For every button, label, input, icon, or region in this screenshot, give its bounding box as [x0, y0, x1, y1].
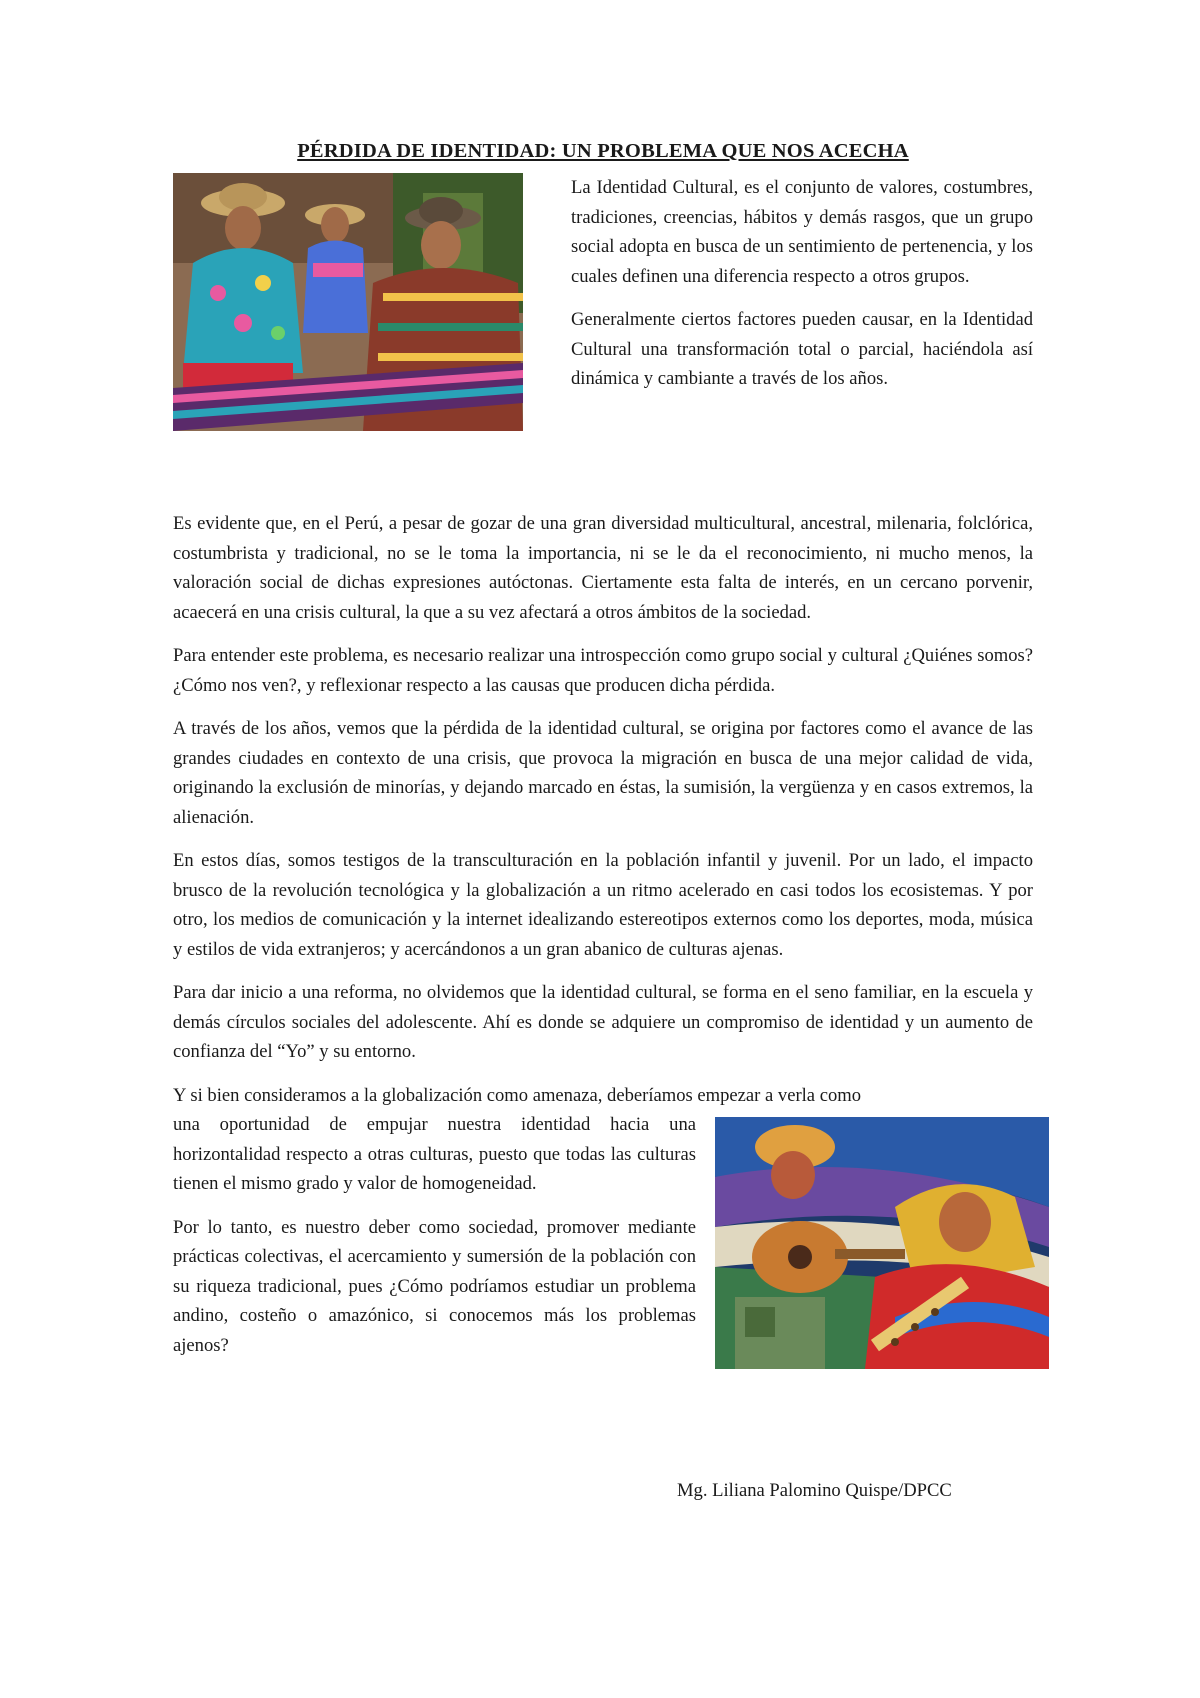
paragraph-reform: Para dar inicio a una reforma, no olvidemos que la identidad cultural, se forma en el seno familiar, en la escuela y demás círculos sociales del adolescente. Ahí es donde se adquiere un compromiso de identidad y un aumento de confianza del “Yo” y su entorno.: [173, 982, 1033, 1062]
paragraph-globalization-lead: Y si bien consideramos a la globalización como amenaza, deberíamos empezar a verla como: [173, 1084, 862, 1106]
paragraph-conclusion: Por lo tanto, es nuestro deber como sociedad, promover mediante prácticas colectivas, el acercamiento y sumersión de la población con su riqueza tradicional, pues ¿Cómo podríamos estudiar un problema andino, costeño o amazónico, si conocemos más los problemas ajenos?: [173, 1216, 696, 1356]
andean-musicians-painting: [715, 1117, 1049, 1369]
paragraph-understanding: Para entender este problema, es necesario realizar una introspección como grupo social y cultural ¿Quiénes somos? ¿Cómo nos ven?, y reflexionar respecto a las causas que producen dicha pérdida.: [173, 645, 1033, 696]
paragraph-peru: Es evidente que, en el Perú, a pesar de gozar de una gran diversidad multicultural, ancestral, milenaria, folclórica, costumbrista y tradicional, no se le toma la importancia, ni se le da el reconocimiento, ni mucho menos, la valoración social de dichas expresiones autóctonas. Ciertamente esta falta de interés, en un cercano porvenir, acaecerá en una crisis cultural, la que a su vez afectará a otros ámbitos de la sociedad.: [173, 513, 1033, 623]
document-page: [173, 140, 1033, 1374]
paragraph-globalization: una oportunidad de empujar nuestra identidad hacia una horizontalidad respecto a otras culturas, puesto que todas las culturas tienen el mismo grado y valor de homogeneidad.: [173, 1114, 696, 1194]
author-signature: Mg. Liliana Palomino Quispe/DPCC: [677, 1480, 952, 1501]
article-title: PÉRDIDA DE IDENTIDAD: UN PROBLEMA QUE NOS ACECHA: [297, 140, 909, 162]
intro-text-column: [571, 173, 1033, 408]
paragraph-transculturation: En estos días, somos testigos de la transculturación en la población infantil y juvenil. Por un lado, el impacto brusco de la revolución tecnológica y la globalización a un ritmo acelerado en casi todos los ecosistemas. Y por otro, los medios de comunicación y la internet idealizando estereotipos externos como los deportes, moda, música y estilos de vida extranjeros; y acercándonos a un gran abanico de culturas ajenas.: [173, 850, 1033, 960]
paragraph-definition: La Identidad Cultural, es el conjunto de valores, costumbres, tradiciones, creencias, hábitos y demás rasgos, que un grupo social adopta en busca de un sentimiento de pertenencia, y los cuales definen una diferencia respecto a otros grupos.: [571, 177, 1033, 287]
weaving-family-photo: [173, 173, 523, 431]
intro-section: [173, 173, 1033, 495]
paragraph-migration: A través de los años, vemos que la pérdida de la identidad cultural, se origina por factores como el avance de las grandes ciudades en contexto de una crisis, que provoca la migración en busca de una mejor calidad de vida, originando la exclusión de minorías, y dejando marcado en éstas, la sumisión, la vergüenza y en casos extremos, la alienación.: [173, 718, 1033, 828]
paragraph-factors: Generalmente ciertos factores pueden causar, en la Identidad Cultural una transformación total o parcial, haciéndola así dinámica y cambiante a través de los años.: [571, 309, 1033, 389]
closing-section: [173, 1081, 1033, 1361]
